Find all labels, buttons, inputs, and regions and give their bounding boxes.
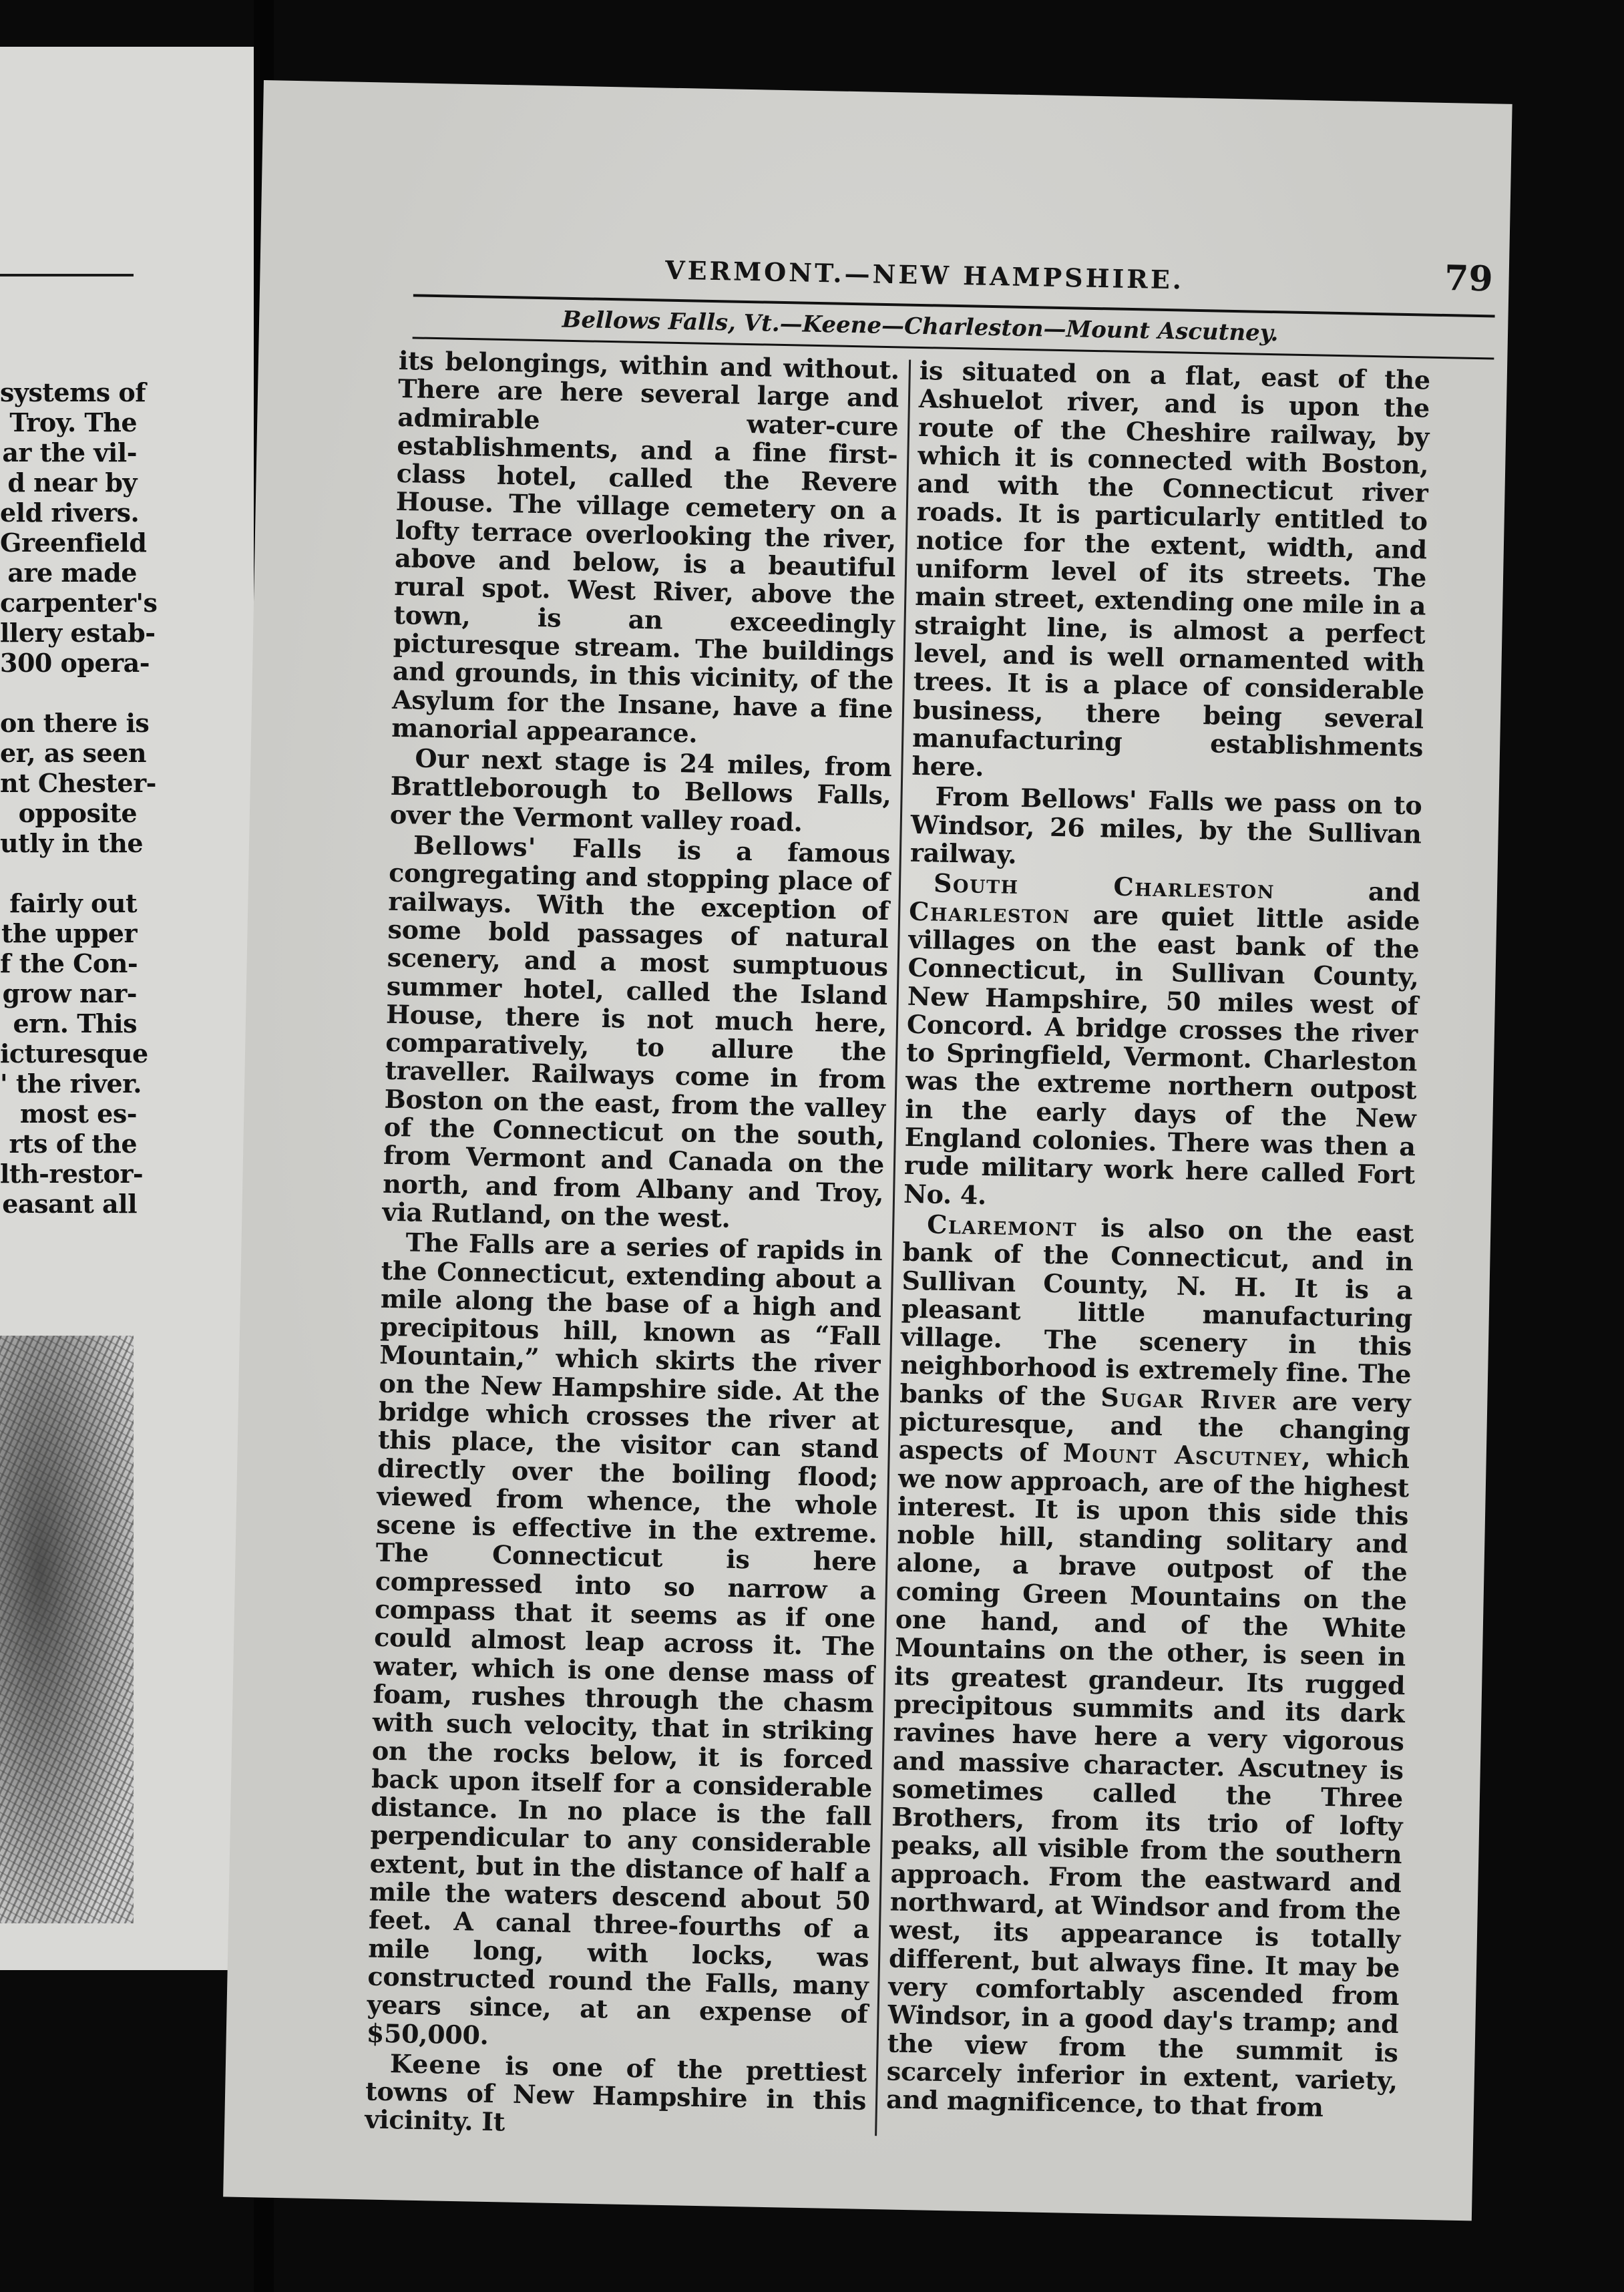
adjacent-page-line: 300 opera- — [0, 648, 150, 678]
adjacent-page-line: systems of — [0, 377, 146, 407]
place-name: Sugar River — [1100, 1382, 1278, 1416]
place-name: South Charleston — [933, 868, 1275, 905]
text-column-right — [886, 357, 1430, 2124]
adjacent-page-line: carpenter's — [0, 588, 158, 618]
adjacent-page-line: most es- — [19, 1099, 137, 1129]
engraving-illustration — [0, 1336, 134, 1923]
adjacent-page-line: opposite — [18, 798, 137, 828]
paragraph — [903, 869, 1421, 1217]
place-name: Mount Ascutney — [1062, 1437, 1303, 1473]
page-number: 79 — [1444, 258, 1494, 300]
adjacent-page-line: Greenfield — [0, 528, 147, 558]
adjacent-page-line: eld rivers. — [0, 498, 140, 528]
paragraph-text: is also on the east bank of the Connecticut, and in Sullivan County, N. H. It is a pleasant little manufacturing village. The scenery in this neighborhood is extremely fine. The banks of the — [899, 1211, 1414, 1412]
adjacent-page-line: er, as seen — [0, 738, 147, 768]
book-page — [223, 80, 1512, 2221]
adjacent-page-line: ar the vil- — [2, 437, 137, 467]
text-column-left — [365, 347, 899, 2144]
adjacent-page-line: grow nar- — [2, 978, 137, 1008]
adjacent-page-line: fairly out — [9, 888, 137, 918]
adjacent-page-line: nt Chester- — [0, 768, 156, 798]
adjacent-page-line: utly in the — [0, 828, 144, 858]
adjacent-page-line: llery estab- — [0, 618, 156, 648]
adjacent-page — [0, 47, 254, 1970]
place-name: Charleston — [908, 896, 1071, 930]
running-head: VERMONT.—NEW HAMPSHIRE. — [664, 254, 1185, 295]
paragraph: is situated on a flat, east of the Ashuelot river, and is upon the route of the Cheshire railway, by which it is connected with Boston, and with the Connecticut river roads. It is particularly entitled to notice for the extent, width, and uniform level of its streets. The main street, extending one mile in a straight line, is almost a perfect level, and is well ornamented with trees. It is a place of considerable business, there being several manufacturing establishments here. — [911, 355, 1431, 783]
paragraph-text: is one of the prettiest towns of New Hampshire in this vicinity. It — [364, 2050, 867, 2137]
paragraph — [886, 1210, 1414, 2124]
adjacent-page-line: are made — [7, 558, 137, 588]
paragraph: From Bellows' Falls we pass on to Windsor, 26 miles, by the Sullivan railway. — [909, 781, 1422, 870]
adjacent-page-line: ern. This — [13, 1008, 137, 1038]
place-name: Keene — [389, 2048, 482, 2080]
adjacent-page-line — [0, 858, 137, 888]
place-name: Claremont — [926, 1209, 1078, 1242]
adjacent-page-rule — [0, 274, 134, 276]
adjacent-page-line: ' the river. — [0, 1069, 142, 1099]
paragraph: The Falls are a series of rapids in the Connecticut, extending about a mile along the base of a high and precipitous hill, known as “Fall Mountain,” which skirts the river on the New Hampshire side. At the bridge which crosses the river at this place, the visitor can stand directly over the boiling flood; viewed from whence, the whole scene is effective in the extreme. The Connecticut is here compressed into so narrow a compass that it seems as if one could almost leap across it. The water, which is one dense mass of foam, rushes through the chasm with such velocity, that in striking on the rocks below, it is forced back upon itself for a considerable distance. In no place is the fall perpendicular to any considerable extent, but in the distance of half a mile the waters descend about 50 feet. A canal three-fourths of a mile long, with locks, was constructed round the Falls, many years since, at an expense of $50,000. — [366, 1227, 883, 2050]
adjacent-page-line: icturesque — [0, 1038, 148, 1069]
adjacent-page-line: f the Con- — [0, 948, 138, 978]
place-name: Bellows' Falls — [413, 829, 643, 865]
adjacent-page-line: lth-restor- — [0, 1159, 144, 1189]
paragraph — [365, 2049, 867, 2143]
paragraph-text: and — [1274, 874, 1421, 908]
adjacent-page-line: Troy. The — [9, 407, 137, 437]
paragraph: Our next stage is 24 miles, from Brattleborough to Bellows Falls, over the Vermont valley road. — [389, 743, 892, 837]
paragraph — [382, 831, 890, 1235]
adjacent-page-line: the upper — [1, 918, 137, 948]
paragraph-text: is a famous congregating and stopping place of railways. With the exception of some bold passages of natural scenery, and a most sumptuous summer hotel, called the Island House, there is not much here, comparatively, to allure the traveller. Railways come in from Boston on the east, from the valley of the Connecticut on the south, from Vermont and Canada on the north, and from Albany and Troy, via Rutland, on the west. — [382, 834, 891, 1233]
adjacent-page-line: rts of the — [9, 1129, 137, 1159]
paragraph-text: are very picturesque, and the changing aspects of — [898, 1385, 1411, 1468]
paragraph: its belongings, within and without. There are here several large and admirable water-cure establishments, and a fine first-class hotel, called the Revere House. The village cemetery on a lofty terrace overlooking the river, above and below, is a beautiful rural spot. West River, above the town, is an exceedingly picturesque stream. The buildings and grounds, in this vicinity, of the Asylum for the Insane, have a fine manorial appearance. — [391, 345, 900, 749]
adjacent-page-line: on there is — [0, 708, 150, 738]
page-subhead: Bellows Falls, Vt.—Keene—Charleston—Mount Ascutney. — [562, 306, 1279, 347]
adjacent-page-line: easant all — [2, 1189, 137, 1219]
adjacent-page-line: d near by — [7, 467, 137, 498]
paragraph-text: , which we now approach, are of the highest interest. It is upon this side this noble hill, standing solitary and alone, a brave outpost of the coming Green Mountains on the one hand, and of the White Mountains on the other, is seen in its greatest grandeur. Its rugged precipitous summits and its dark ravines have here a very vigorous and massive character. Ascutney is sometimes called the Three Brothers, from its trio of lofty peaks, all visible from the southern approach. From the eastward and northward, at Windsor and from the west, its appearance is totally different, but always fine. It may be very comfortably ascended from Windsor, in a good day's tramp; and the view from the summit is scarcely inferior in extent, variety, and magnificence, to that from — [885, 1442, 1410, 2123]
adjacent-page-text — [0, 377, 158, 1219]
paragraph-text: are quiet little aside villages on the east bank of the Connecticut, in Sullivan County, New Hampshire, 50 miles west of Concord. A bridge crosses the river to Springfield, Vermont. Charleston was the extreme northern outpost in the early days of the New England colonies. There was then a rude military work here called Fort No. 4. — [903, 899, 1420, 1210]
adjacent-page-line — [0, 678, 137, 708]
